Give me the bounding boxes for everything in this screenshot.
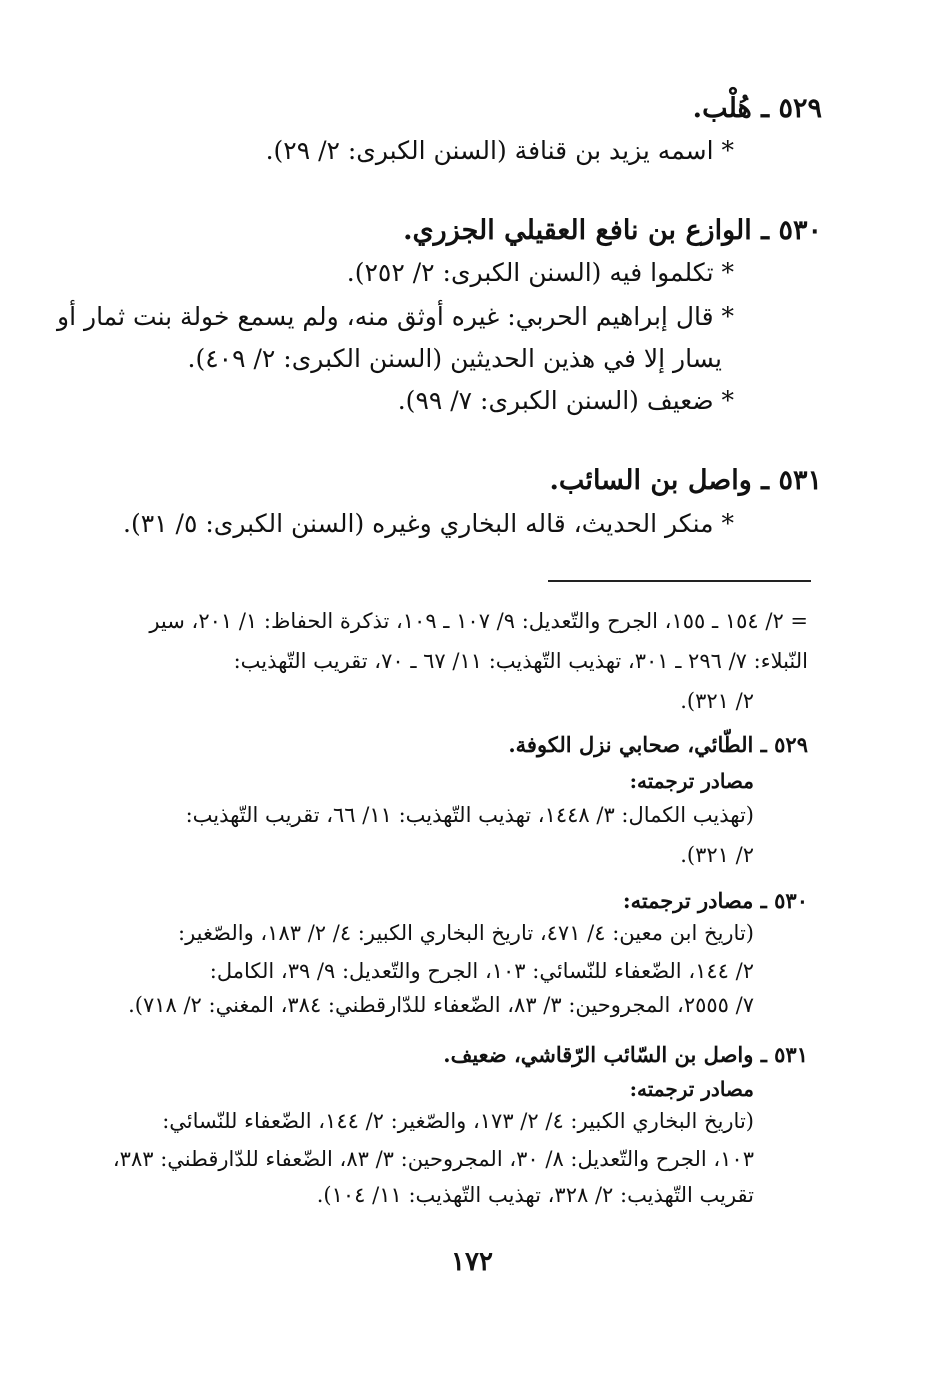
- footnote-531-head: ٥٣١ ـ واصل بن السّائب الرّقاشي، ضعيف.: [443, 1042, 808, 1067]
- entry-531-line-1: * منكر الحديث، قاله البخاري وغيره (السنن الكبرى: ٥/ ٣١).: [123, 509, 734, 538]
- entry-530-line-4: * ضعيف (السنن الكبرى: ٧/ ٩٩).: [397, 386, 734, 415]
- footnote-530-line-2: ٢/ ١٤٤، الضّعفاء للنّسائي: ١٠٣، الجرح والتّعديل: ٩/ ٣٩، الكامل:: [209, 959, 754, 983]
- entry-530-line-2: * قال إبراهيم الحربي: غيره أوثق منه، ولم يسمع خولة بنت ثمار أو: [57, 302, 734, 331]
- footnote-529-line-2: ٢/ ٣٢١).: [680, 843, 754, 867]
- entry-530-line-3: يسار إلا في هذين الحديثين (السنن الكبرى: ٢/ ٤٠٩).: [187, 344, 722, 373]
- footnote-continuation-line-1: = ٢/ ١٥٤ ـ ١٥٥، الجرح والتّعديل: ٩/ ١٠٧ ـ ١٠٩، تذكرة الحفاظ: ١/ ٢٠١، سير: [149, 609, 808, 633]
- footnote-continuation-line-3: ٢/ ٣٢١).: [680, 689, 754, 713]
- footnote-separator: [548, 580, 811, 582]
- entry-530-title: ٥٣٠ ـ الوازع بن نافع العقيلي الجزري.: [403, 215, 822, 246]
- footnote-531-line-3: تقريب التّهذيب: ٢/ ٣٢٨، تهذيب التّهذيب: ١١/ ١٠٤).: [316, 1183, 754, 1207]
- entry-529-title: ٥٢٩ ـ هُلْب.: [692, 93, 822, 124]
- footnote-531-line-1: (تاريخ البخاري الكبير: ٤/ ٢/ ١٧٣، والصّغير: ٢/ ١٤٤، الضّعفاء للنّسائي:: [162, 1109, 754, 1133]
- footnote-continuation-line-2: النّبلاء: ٧/ ٢٩٦ ـ ٣٠١، تهذيب التّهذيب: ١١/ ٦٧ ـ ٧٠، تقريب التّهذيب:: [233, 649, 808, 673]
- footnote-529-line-1: (تهذيب الكمال: ٣/ ١٤٤٨، تهذيب التّهذيب: ١١/ ٦٦، تقريب التّهذيب:: [185, 803, 754, 827]
- footnote-529-head: ٥٢٩ ـ الطّائي، صحابي نزل الكوفة.: [508, 732, 808, 757]
- footnote-531-line-2: ١٠٣، الجرح والتّعديل: ٨/ ٣٠، المجروحين: ٣/ ٨٣، الضّعفاء للدّارقطني: ٣٨٣،: [112, 1147, 754, 1171]
- entry-530-line-1: * تكلموا فيه (السنن الكبرى: ٢/ ٢٥٢).: [346, 258, 734, 287]
- entry-529-line-1: * اسمه يزيد بن قنافة (السنن الكبرى: ٢/ ٢٩).: [265, 136, 734, 165]
- page-number: ١٧٢: [451, 1247, 493, 1277]
- footnote-530-line-3: ٧/ ٢٥٥٥، المجروحين: ٣/ ٨٣، الضّعفاء للدّارقطني: ٣٨٤، المغني: ٢/ ٧١٨).: [128, 993, 754, 1017]
- footnote-530-head: ٥٣٠ ـ مصادر ترجمته:: [622, 888, 808, 913]
- entry-531-title: ٥٣١ ـ واصل بن السائب.: [549, 465, 822, 496]
- footnote-531-label: مصادر ترجمته:: [629, 1077, 754, 1101]
- footnote-530-line-1: (تاريخ ابن معين: ٤/ ٤٧١، تاريخ البخاري الكبير: ٤/ ٢/ ١٨٣، والصّغير:: [178, 921, 754, 945]
- footnote-529-label: مصادر ترجمته:: [629, 769, 754, 793]
